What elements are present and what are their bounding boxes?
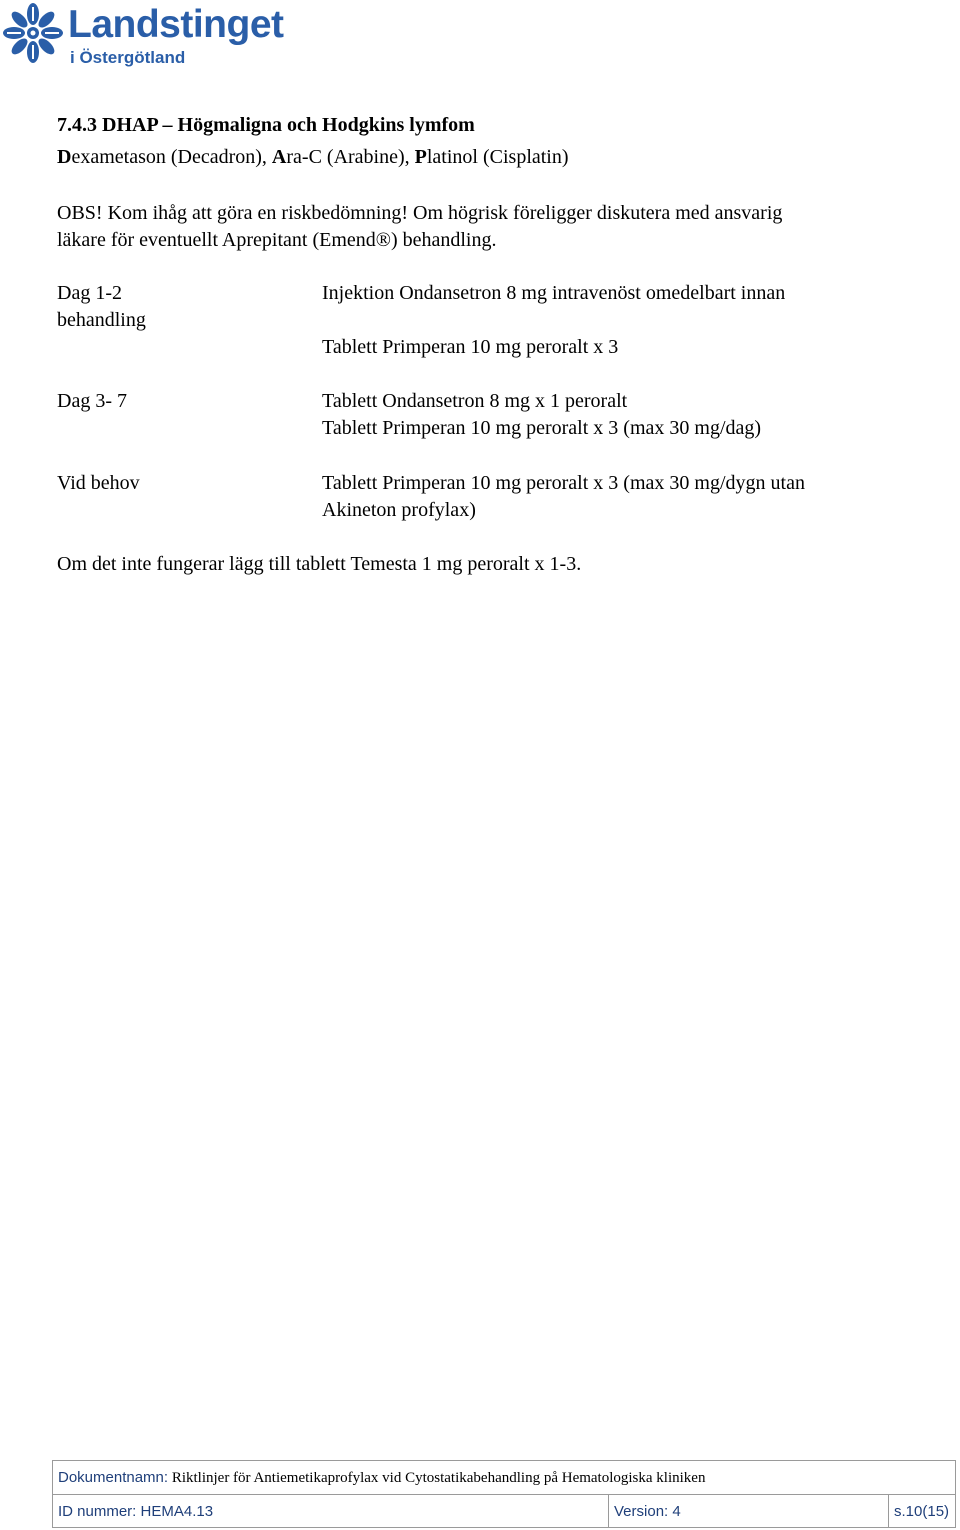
schedule-day-2-line-1: Dag 3- 7 xyxy=(57,390,127,412)
footer-doc-value: Riktlinjer för Antiemetikaprofylax vid Cytostatikabehandling på Hematologiska kliniken xyxy=(171,1470,706,1486)
obs-line-1: OBS! Kom ihåg att göra en riskbedömning! Om högrisk föreligger diskutera med ansvarig xyxy=(57,202,783,224)
footer-version: Version: 4 xyxy=(609,1495,889,1528)
footer-doc-label: Dokumentnamn: xyxy=(58,1469,169,1486)
logo-name: Landstinget xyxy=(68,3,284,46)
footer-page: s.10(15) xyxy=(894,1503,950,1520)
schedule-1-line-2: Tablett Primperan 10 mg peroralt x 3 xyxy=(322,336,619,358)
schedule-3-line-2: Akineton profylax) xyxy=(322,499,476,521)
obs-line-2: läkare för eventuellt Aprepitant (Emend®) behandling. xyxy=(57,229,497,251)
drug-text-a: ra-C (Arabine), xyxy=(286,146,415,168)
schedule-3-line-1: Tablett Primperan 10 mg peroralt x 3 (max 30 mg/dygn utan xyxy=(322,472,805,494)
schedule-day-1-line-1: Dag 1-2 xyxy=(57,282,122,304)
drug-initial-p: P xyxy=(414,146,427,168)
section-heading: 7.4.3 DHAP – Högmaligna och Hodgkins lymfom xyxy=(57,114,475,136)
footer-id: ID nummer: HEMA4.13 xyxy=(53,1495,609,1528)
document-footer xyxy=(52,1460,956,1528)
logo-region: i Östergötland xyxy=(70,48,186,67)
schedule-day-1-line-2: behandling xyxy=(57,309,146,331)
schedule-2-line-2: Tablett Primperan 10 mg peroralt x 3 (max 30 mg/dag) xyxy=(322,417,762,439)
fallback-note: Om det inte fungerar lägg till tablett Temesta 1 mg peroralt x 1-3. xyxy=(57,553,582,575)
drug-initial-d: D xyxy=(57,146,72,168)
drug-initial-a: A xyxy=(271,146,287,168)
drug-list xyxy=(57,144,569,170)
schedule-day-3-line-1: Vid behov xyxy=(57,472,140,494)
drug-text-d: exametason (Decadron), xyxy=(71,146,272,168)
schedule-1-line-1: Injektion Ondansetron 8 mg intravenöst omedelbart innan xyxy=(322,282,786,304)
drug-text-p: latinol (Cisplatin) xyxy=(426,146,569,168)
logo xyxy=(2,2,292,70)
footer-document-name-row xyxy=(53,1461,955,1495)
snowflake-flower-icon xyxy=(2,2,64,64)
schedule-2-line-1: Tablett Ondansetron 8 mg x 1 peroralt xyxy=(322,390,628,412)
